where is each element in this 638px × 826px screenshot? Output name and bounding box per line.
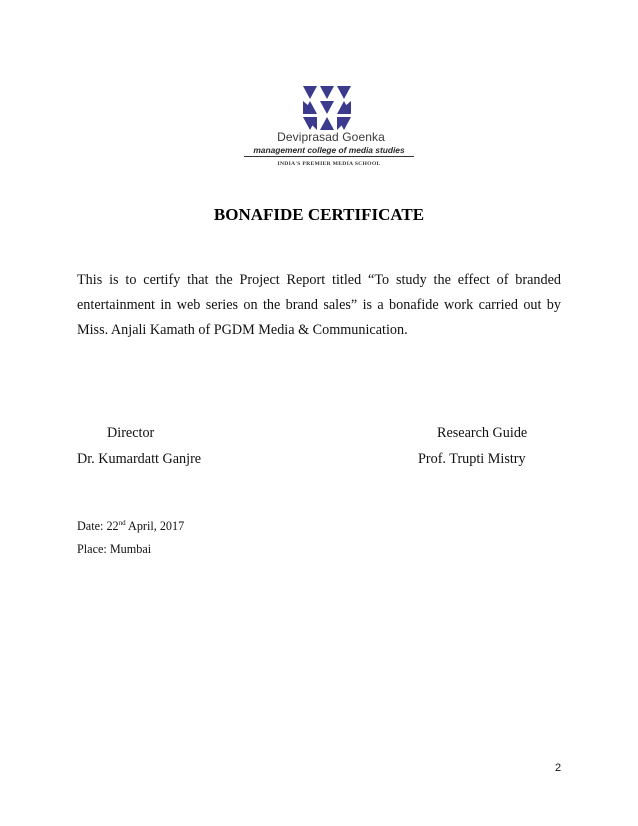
certificate-body: This is to certify that the Project Report titled “To study the effect of branded entertainment in web series on the brand sales” is a bonafide work carried out by Miss. Anjali Kamath of PGDM Media & Communication. bbox=[77, 272, 561, 338]
institution-tagline: INDIA'S PREMIER MEDIA SCHOOL bbox=[277, 161, 381, 167]
certificate-place: Place: Mumbai bbox=[77, 542, 152, 556]
certificate-title: BONAFIDE CERTIFICATE bbox=[213, 205, 425, 224]
date-ordinal-suffix: nd bbox=[118, 518, 126, 527]
date-label: Date: 22 bbox=[77, 519, 119, 533]
research-guide-title: Research Guide bbox=[437, 425, 528, 441]
director-title: Director bbox=[107, 425, 155, 441]
certificate-date bbox=[77, 519, 184, 534]
director-name: Dr. Kumardatt Ganjre bbox=[77, 451, 202, 467]
institution-name: Deviprasad Goenka bbox=[277, 130, 385, 144]
dgmc-geometric-logo-icon bbox=[301, 84, 353, 134]
date-rest: April, 2017 bbox=[125, 519, 185, 533]
institution-logo bbox=[244, 84, 414, 179]
institution-subtitle: management college of media studies bbox=[244, 145, 414, 157]
research-guide-name: Prof. Trupti Mistry bbox=[418, 451, 526, 467]
page-number: 2 bbox=[554, 762, 562, 774]
